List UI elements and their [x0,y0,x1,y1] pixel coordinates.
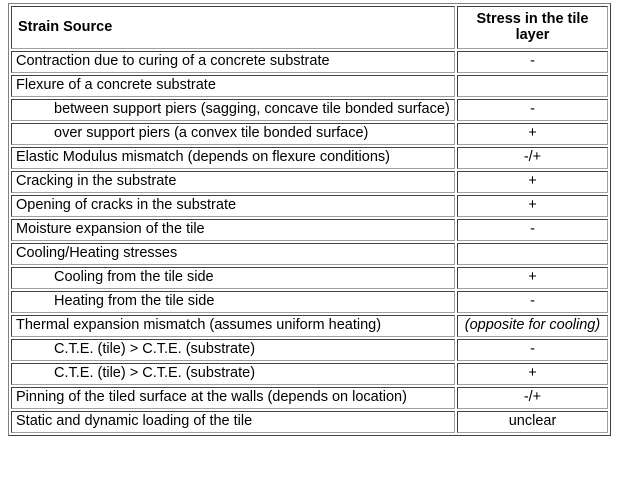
table-row [11,51,608,73]
stress-cell: - [457,339,608,361]
stress-cell: + [457,123,608,145]
table-row [11,315,608,337]
stress-cell: - [457,51,608,73]
stress-cell: + [457,171,608,193]
table-row [11,267,608,289]
table-row [11,243,608,265]
stress-cell: (opposite for cooling) [457,315,608,337]
stress-cell: -/+ [457,387,608,409]
table-row [11,339,608,361]
strain-source-cell: Cooling from the tile side [11,267,455,289]
stress-cell: -/+ [457,147,608,169]
stress-cell: - [457,291,608,313]
stress-cell: + [457,267,608,289]
table-row [11,411,608,433]
stress-cell [457,75,608,97]
stress-cell: - [457,99,608,121]
strain-source-cell: Heating from the tile side [11,291,455,313]
strain-source-cell: Cooling/Heating stresses [11,243,455,265]
table-row [11,99,608,121]
strain-source-cell: Elastic Modulus mismatch (depends on flexure conditions) [11,147,455,169]
strain-source-cell: over support piers (a convex tile bonded surface) [11,123,455,145]
table-row [11,291,608,313]
strain-source-cell: Pinning of the tiled surface at the walls (depends on location) [11,387,455,409]
header-row [11,6,608,49]
strain-source-cell: Thermal expansion mismatch (assumes uniform heating) [11,315,455,337]
table-row [11,387,608,409]
strain-source-cell: Flexure of a concrete substrate [11,75,455,97]
table-row [11,147,608,169]
table-row [11,363,608,385]
strain-source-cell: Moisture expansion of the tile [11,219,455,241]
strain-source-cell: C.T.E. (tile) > C.T.E. (substrate) [11,363,455,385]
strain-source-cell: Opening of cracks in the substrate [11,195,455,217]
stress-cell: + [457,363,608,385]
table-row [11,123,608,145]
strain-source-cell: Cracking in the substrate [11,171,455,193]
strain-source-cell: Contraction due to curing of a concrete substrate [11,51,455,73]
stress-cell [457,243,608,265]
table-row [11,75,608,97]
table-row [11,171,608,193]
table-row [11,219,608,241]
strain-source-cell: C.T.E. (tile) > C.T.E. (substrate) [11,339,455,361]
table-row [11,195,608,217]
stress-cell: - [457,219,608,241]
header-stress-in-tile-layer: Stress in the tile layer [457,6,608,49]
strain-source-table [8,3,611,436]
stress-cell: unclear [457,411,608,433]
strain-source-cell: between support piers (sagging, concave tile bonded surface) [11,99,455,121]
stress-cell: + [457,195,608,217]
strain-source-cell: Static and dynamic loading of the tile [11,411,455,433]
header-strain-source: Strain Source [11,6,455,49]
